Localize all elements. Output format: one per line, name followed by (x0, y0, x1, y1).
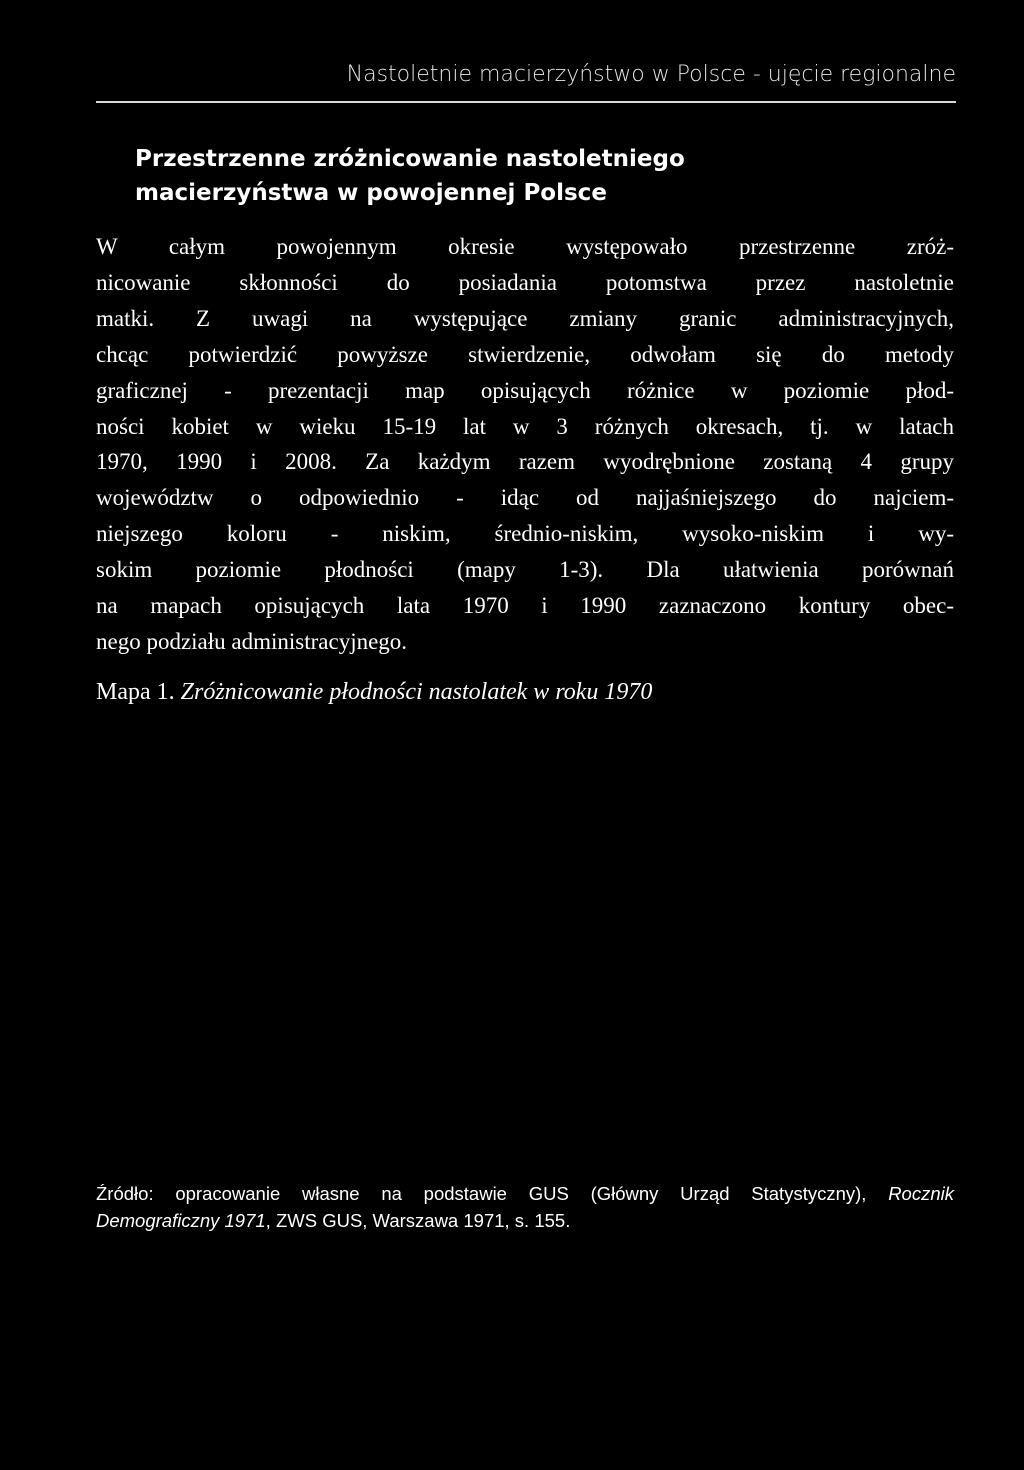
source-suffix: , ZWS GUS, Warszawa 1971, s. 155. (265, 1210, 571, 1231)
map-figure-area (96, 730, 954, 1150)
paragraph-line: matki. Z uwagi na występujące zmiany granic administracyjnych, (96, 305, 954, 331)
paragraph-line: sokim poziomie płodności (mapy 1-3). Dla ułatwienia porównań (96, 557, 954, 583)
body-paragraph (96, 229, 954, 660)
source-prefix: Źródło: opracowanie własne na podstawie GUS (Główny Urząd Statystyczny), (96, 1183, 867, 1204)
section-heading-line: macierzyństwa w powojennej Polsce (135, 180, 607, 206)
source-note-line (96, 1180, 954, 1207)
section-heading (135, 142, 855, 210)
paragraph-line: 1970, 1990 i 2008. Za każdym razem wyodrębnione zostaną 4 grupy (96, 449, 954, 475)
map-caption-label: Mapa 1. (96, 679, 175, 705)
source-publication-part2: Demograficzny 1971 (96, 1210, 266, 1231)
paragraph-line: W całym powojennym okresie występowało przestrzenne zróż- (96, 234, 954, 259)
paragraph-line: niejszego koloru - niskim, średnio-niskim, wysoko-niskim i wy- (96, 521, 954, 547)
source-publication-part1: Rocznik (888, 1183, 954, 1204)
header-rule (96, 101, 956, 103)
paragraph-line: województw o odpowiednio - idąc od najjaśniejszego do najciem- (96, 485, 954, 511)
map-caption (96, 679, 652, 706)
paragraph-line: ności kobiet w wieku 15-19 lat w 3 różnych okresach, tj. w latach (96, 413, 954, 439)
paragraph-line: chcąc potwierdzić powyższe stwierdzenie, odwołam się do metody (96, 341, 954, 367)
map-caption-title: Zróżnicowanie płodności nastolatek w roku 1970 (180, 679, 653, 705)
paragraph-line: graficznej - prezentacji map opisujących różnice w poziomie płod- (96, 377, 954, 403)
paragraph-line: nego podziału administracyjnego. (96, 628, 408, 654)
paragraph-line: na mapach opisujących lata 1970 i 1990 zaznaczono kontury obec- (96, 593, 954, 619)
source-note-line (96, 1207, 954, 1234)
section-heading-line: Przestrzenne zróżnicowanie nastoletniego (135, 146, 685, 172)
running-header: Nastoletnie macierzyństwo w Polsce - ujęcie regionalne (346, 62, 956, 87)
source-note (96, 1180, 954, 1234)
paragraph-line: nicowanie skłonności do posiadania potomstwa przez nastoletnie (96, 269, 954, 295)
